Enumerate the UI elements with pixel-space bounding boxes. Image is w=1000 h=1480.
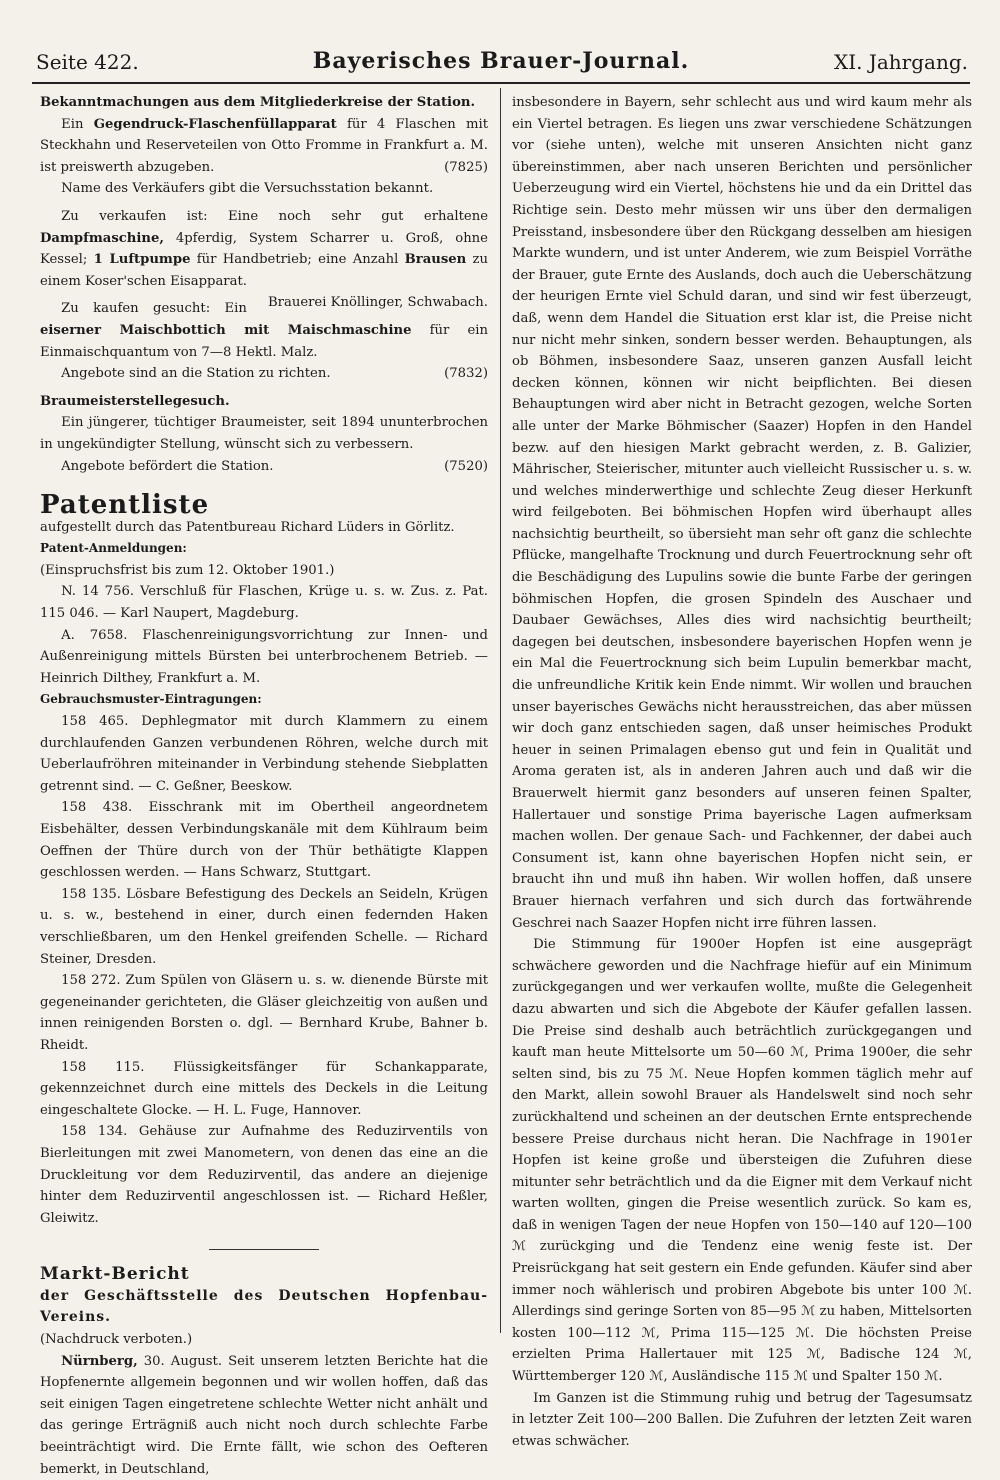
market-paragraph-3: Im Ganzen ist die Stimmung ruhig und betrug der Tagesumsatz in letzter Zeit 100—200 Ballen. Die Zufuhren der letzten Zeit waren etwas schwächer. [512, 1390, 972, 1449]
market-paragraph-2: Die Stimmung für 1900er Hopfen ist eine ausgeprägt schwächere geworden und die Nachfrage hiefür auf ein Minimum zurückgegangen und wer verkaufen wollte, mußte die Gelegenheit dazu abwarten und sich die Abgebote der Käufer gefallen lassen. Die Preise sind deshalb auch beträchtlich zurückgegangen und kauft man heute Mittelsorte um 50—60 ℳ, Prima 1900er, die sehr selten sind, bis zu 75 ℳ. Neue Hopfen kommen täglich mehr auf den Markt, allein sowohl Brauer als Handelswelt sind noch sehr zurückhaltend und scheinen an der deutschen Ernte entsprechende bessere Preise durchaus nicht heran. Die Nachfrage in 1901er Hopfen ist keine große und übersteigen die Zufuhren diese mitunter sehr beträchtlich und da die Eigner mit dem Verkauf nicht warten wollten, gingen die Preise wesentlich zurück. So kam es, daß in wenigen Tagen der neue Hopfen von 150—140 auf 120—100 ℳ zurückging und die Tendenz eine wenig feste ist. Der Preisrückgang hat seit gestern ein Ende gefunden. Käufer sind aber immer noch wählerisch und probiren Abgebote bis unter 100 ℳ. Allerdings sind geringe Sorten von 85—95 ℳ zu haben, Mittelsorten kosten 100—112 ℳ, Prima 115—125 ℳ. Die höchsten Preise erzielten Prima Hallertauer mit 125 ℳ, Badische 124 ℳ, Württemberger 120 ℳ, Ausländische 115 ℳ und Spalter 150 ℳ. [512, 937, 972, 1385]
ad2-t1: 4pferdig, System Scharrer u. Groß, ohne Kessel; [40, 230, 488, 268]
ad2-seller: Brauerei Knöllinger, Schwabach. [267, 295, 488, 311]
ad2-pre: Zu verkaufen ist: Eine noch sehr gut erhaltene [61, 208, 488, 224]
ad3-b1: eiserner Maischbottich mit Maischmaschine [40, 322, 412, 338]
ad2-b1: Dampfmaschine, [40, 230, 164, 246]
utility-3: 158 135. Lösbare Befestigung des Deckels an Seideln, Krügen u. s. w., bestehend in einer, durch einen federnden Haken verschließbaren, um den Henkel greifenden Schelle. — Richard Steiner, Dresden. [40, 886, 488, 967]
volume-year: XI. Jahrgang. [833, 50, 968, 74]
market-note: (Nachdruck verboten.) [40, 1332, 193, 1348]
patent-app-1: N. 14 756. Verschluß für Flaschen, Krüge u. s. w. Zus. z. Pat. 115 046. — Karl Naupert, Magdeburg. [40, 584, 488, 622]
job-note: Angebote befördert die Station. [61, 458, 274, 474]
market-title: Markt-Bericht [40, 1264, 190, 1285]
ad2-b3: Brausen [404, 252, 467, 268]
column-divider [500, 88, 501, 1333]
announcements-title: Bekanntmachungen aus dem Mitgliederkreise der Station. [40, 95, 476, 110]
ad2-t3: zu einem Koser'schen Eisapparat. [40, 252, 488, 289]
market-place: Nürnberg, [61, 1353, 138, 1369]
ad1-text: für 4 Flaschen mit Steckhahn und Reserveteilen von Otto Fromme in Frankfurt a. M. ist preiswerth abzugeben. [40, 116, 488, 175]
job-text: Ein jüngerer, tüchtiger Braumeister, seit 1894 ununterbrochen in ungekündigter Stellung, wünscht sich zu verbessern. [40, 415, 488, 452]
patent-deadline: (Einspruchsfrist bis zum 12. Oktober 1901.) [40, 562, 335, 578]
utility-5: 158 115. Flüssigkeitsfänger für Schankapparate, gekennzeichnet durch eine mittels des Deckels in die Leitung eingeschaltete Glocke. — H. L. Fuge, Hannover. [40, 1059, 488, 1118]
utility-4: 158 272. Zum Spülen von Gläsern u. s. w. dienende Bürste mit gegeneinander gerichteten, die Gläser gleichzeitig von außen und innen reinigenden Borsten o. dgl. — Bernhard Krube, Bahner b. Rheidt. [40, 973, 488, 1053]
market-paragraph-1: insbesondere in Bayern, sehr schlecht aus und wird kaum mehr als ein Viertel betragen. Es liegen uns zwar verschiedene Schätzungen vor (siehe unten), welche mit unseren Ansichten nicht ganz übereinstimmen, aber nach unseren Berichten und persönlicher Ueberzeugung wird ein Viertel, höchstens hie und da ein Drittel das Richtige sein. Desto mehr müssen wir uns über den dermaligen Preisstand, insbesondere über den Rückgang desselben am hiesigen Markte wundern, und ist unter Anderem, wie zum Beispiel Vorräthe der Brauer, gute Ernte des Auslands, doch auch die Ueberschätzung der heurigen Ernte viel Schuld daran, und sind wir fest überzeugt, daß, wenn dem Handel die Situation erst klar ist, die Preise nicht nur nicht mehr sinken, sondern besser werden. Behauptungen, als ob Böhmen, insbesondere Saaz, unseren ganzen Ausfall leicht decken können, können wir nicht beipflichten. Bei diesen Behauptungen wird aber nicht in Betracht gezogen, welche Sorten alle unter der Marke Böhmischer (Saazer) Hopfen in den Handel bezw. auf den hiesigen Markt gebracht werden, z. B. Galizier, Mährischer, Steierischer, mitunter auch vielleicht Russischer u. s. w. und welches minderwerthige und schlechte Zeug dieser Herkunft wird feilgeboten. Bei böhmischen Hopfen wird überhaupt alles nachsichtig beurtheilt, so übersieht man sehr oft ganz die schlechte Pflücke, mangelhafte Trocknung und durch Feuertrocknung sehr oft die Beschädigung des Lupulins sowie die bunte Farbe der geringen böhmischen Hopfen, die grosen Spindeln des Auschaer und Daubaer Gewächses, Alles dies wird nachsichtig beurtheilt; dagegen bei deutschen, insbesondere bayerischen Hopfen wenn je ein Mal die Feuertrocknung sich beim Lupulin bemerkbar macht, die unfreundliche Kritik kein Ende nimmt. Wir wollen und brauchen unser bayerisches Gewächs nicht herausstreichen, das aber müssen wir doch ganz entschieden sagen, daß unser heimisches Produkt heuer in seinen Primalagen ebenso gut und fein in Qualität und Aroma geraten ist, als in anderen Jahren auch und daß wir die Brauerwelt hiermit ganz besonders auf unseren feinen Spalter, Hallertauer und sonstige Prima bayerische Lagen aufmerksam machen wollen. Der genaue Sach- und Fachkenner, der dabei auch Consument ist, kann ohne bayerischen Hopfen nicht sein, er braucht ihn und muß ihn haben. Wir wollen hoffen, daß unsere Brauer hiernach verfahren und sich durch das fortwährende Geschrei nach Saazer Hopfen nicht irre führen lassen. [512, 95, 972, 931]
ad1-number: (7825) [444, 159, 488, 175]
ad3-t1: für ein Einmaischquantum von 7—8 Hektl. Malz. [40, 322, 488, 360]
market-subtitle: der Geschäftsstelle des Deutschen Hopfenbau-Vereins. [40, 1287, 488, 1326]
right-column [512, 92, 972, 1452]
ad3-pre: Zu kaufen gesucht: Ein [61, 301, 247, 317]
utility-1: 158 465. Dephlegmator mit durch Klammern zu einem durchlaufenden Ganzen verbundenen Röhren, welche durch mit Ueberlaufröhren miteinander in Verbindung stehende Siebplatten getrennt sind. — C. Geßner, Beeskow. [40, 714, 488, 794]
section-separator [209, 1249, 319, 1250]
utility-header: Gebrauchsmuster-Eintragungen: [40, 692, 262, 707]
patent-apps-header: Patent-Anmeldungen: [40, 541, 187, 556]
ad1-pre: Ein [61, 116, 94, 132]
page-header [32, 46, 970, 84]
patent-subtitle: aufgestellt durch das Patentbureau Richard Lüders in Görlitz. [40, 519, 455, 535]
market-intro-text: 30. August. Seit unserem letzten Berichte hat die Hopfenernte allgemein begonnen und wir wollen hoffen, daß das seit einigen Tagen eingetretene schlechte Wetter nicht anhält und das geringe Erträgniß auch nicht noch durch schlechte Farbe beeinträchtigt wird. Die Ernte fällt, wie schon des Oefteren bemerkt, in Deutschland, [40, 1353, 488, 1477]
job-title: Braumeisterstellegesuch. [40, 393, 230, 409]
patent-app-2: A. 7658. Flaschenreinigungsvorrichtung zur Innen- und Außenreinigung mittels Bürsten bei unterbrochenem Betrieb. — Heinrich Dilthey, Frankfurt a. M. [40, 627, 488, 686]
job-number: (7520) [444, 458, 488, 474]
ad1-note: Name des Verkäufers gibt die Versuchsstation bekannt. [61, 181, 434, 197]
utility-2: 158 438. Eisschrank mit im Obertheil angeordnetem Eisbehälter, dessen Verbindungskanäle mit dem Kühlraum beim Oeffnen der Thüre durch von der Thür bethätigte Klappen geschlossen werden. — Hans Schwarz, Stuttgart. [40, 800, 488, 881]
ad2-t2: für Handbetrieb; eine Anzahl [190, 252, 405, 268]
left-column [40, 92, 488, 1480]
job-note-line [40, 456, 488, 478]
ad3-number: (7832) [444, 366, 488, 382]
ad2-b2: 1 Luftpumpe [93, 252, 191, 268]
utility-6: 158 134. Gehäuse zur Aufnahme des Reduzirventils von Bierleitungen mit zwei Manometern, von denen das eine an die Druckleitung vor dem Reduzirventil, das andere an diejenige hinter dem Reduzirventil angeschlossen ist. — Richard Heßler, Gleiwitz. [40, 1124, 488, 1226]
market-intro [40, 1351, 488, 1480]
ad-flaschenfuell [40, 114, 488, 179]
journal-title: Bayerisches Brauer-Journal. [312, 48, 690, 74]
ad3-note: Angebote sind an die Station zu richten. [61, 366, 331, 382]
page-number: Seite 422. [36, 50, 139, 74]
patent-title: Patentliste [40, 490, 210, 521]
ad3-note-line [40, 363, 488, 385]
ad1-bold: Gegendruck-Flaschenfüllapparat [93, 116, 337, 132]
